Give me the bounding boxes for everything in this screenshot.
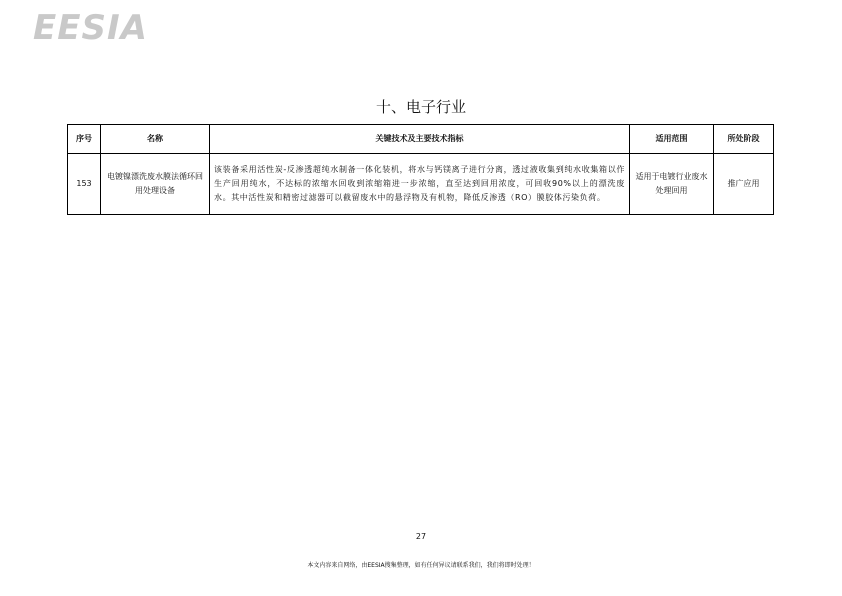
section-title: 十、电子行业 [375,98,466,116]
row-scope-cell: 适用于电镀行业废水处理回用 [630,154,714,215]
table-header-row [68,125,774,154]
column-header-key-tech: 关键技术及主要技术指标 [210,125,630,154]
column-header-name: 名称 [101,125,210,154]
column-header-stage: 所处阶段 [714,125,774,154]
table-row [68,154,774,215]
row-index-cell: 153 [68,154,101,215]
row-name-cell: 电镀镍漂洗废水膜法循环回用处理设备 [101,154,210,215]
technology-table [67,124,774,215]
row-key-tech-cell: 该装备采用活性炭-反渗透超纯水制备一体化装机，将水与钙镁离子进行分离，透过液收集到纯水收集箱以作生产回用纯水，不达标的浓缩水回收到浓缩箱进一步浓缩，直至达到回用浓度，可回收90%以上的漂洗废水。其中活性炭和精密过滤器可以截留废水中的悬浮物及有机物，降低反渗透（RO）膜胶体污染负荷。 [210,154,630,215]
page-number: 27 [415,532,427,541]
eesia-logo: EESIA [33,8,148,48]
row-stage-cell: 推广应用 [714,154,774,215]
column-header-index: 序号 [68,125,101,154]
footer-disclaimer: 本文内容来自网络，由EESIA搜集整理，如有任何异议请联系我们，我们将即时处理！ [307,562,535,569]
column-header-scope: 适用范围 [630,125,714,154]
